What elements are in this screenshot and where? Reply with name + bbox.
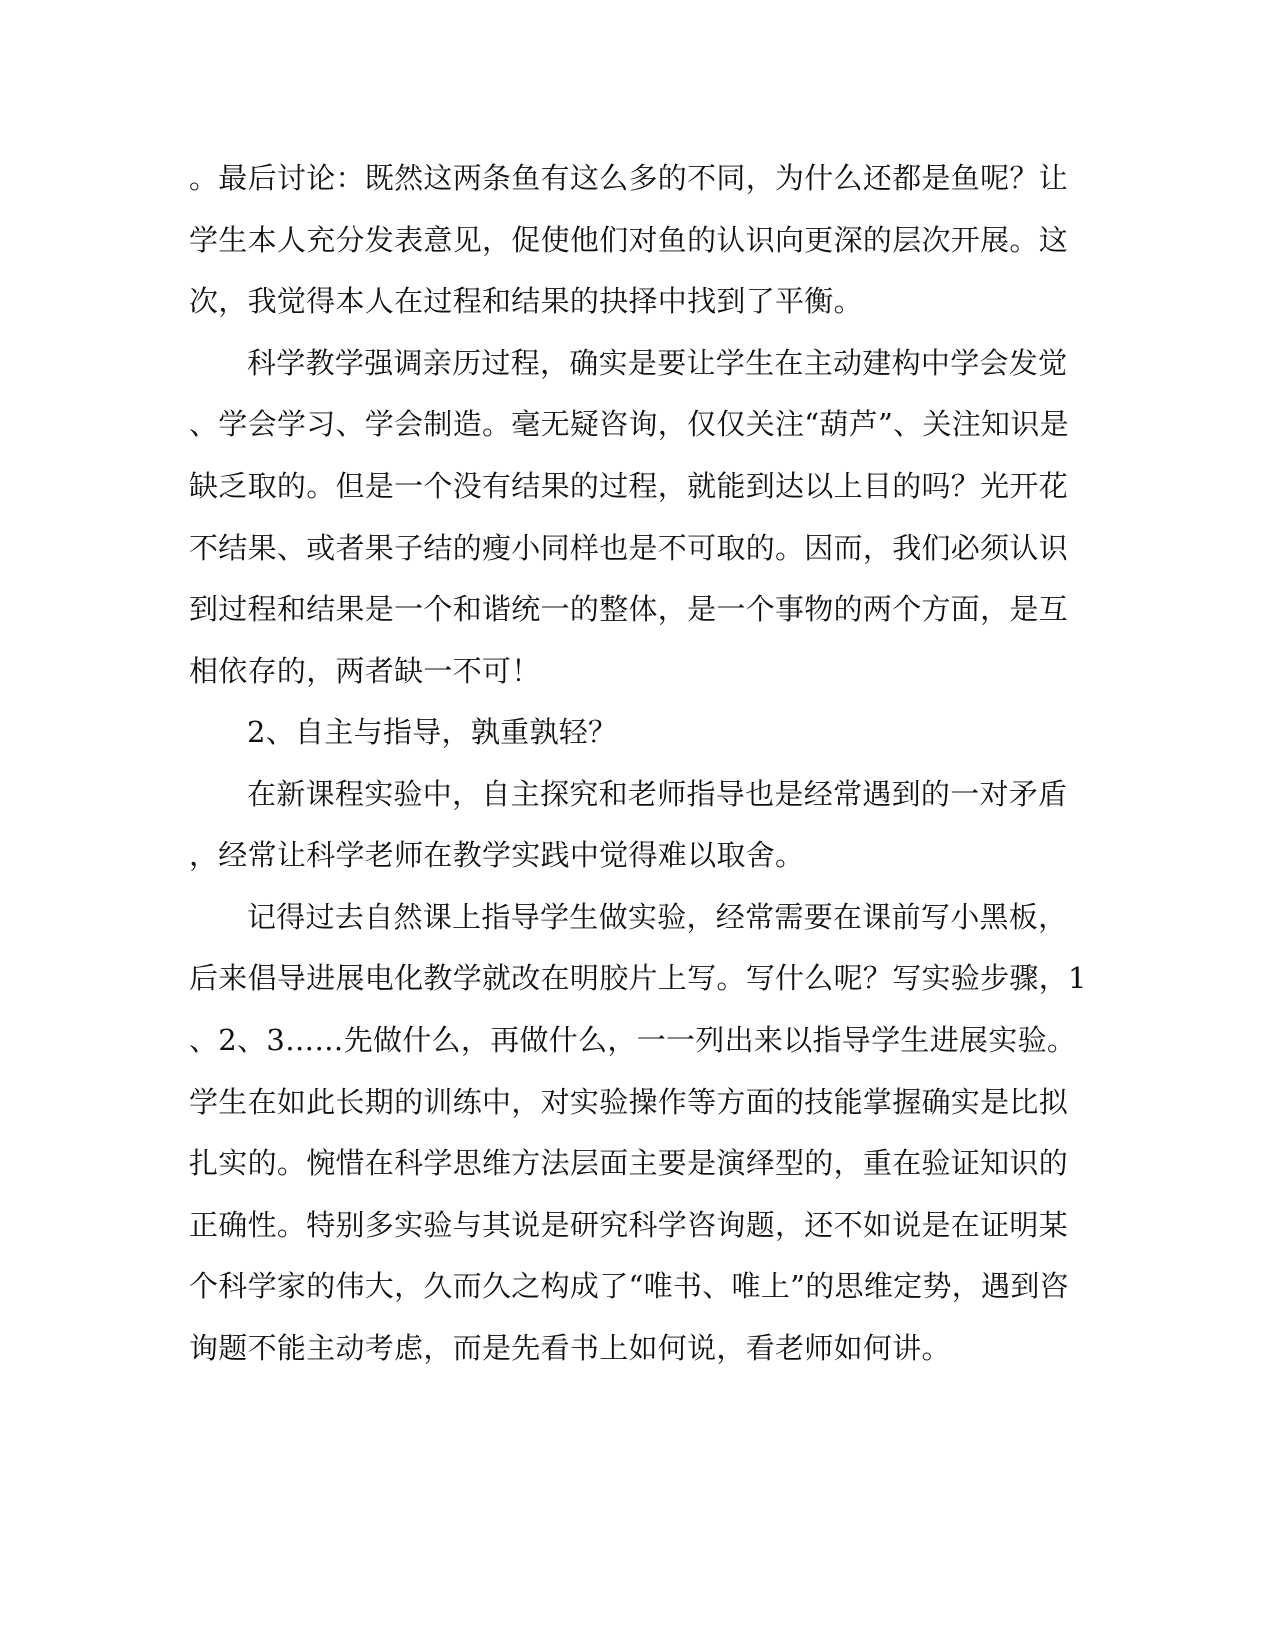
text-line: 扎实的。惋惜在科学思维方法层面主要是演绎型的，重在验证知识的 bbox=[189, 1146, 1069, 1180]
text-line: 、学会学习、学会制造。毫无疑咨询，仅仅关注“葫芦”、关注知识是 bbox=[189, 407, 1069, 441]
text-line: ，经常让科学老师在教学实践中觉得难以取舍。 bbox=[189, 838, 805, 872]
text-line: 相依存的，两者缺一不可！ bbox=[189, 654, 541, 688]
text-line: 、2、3……先做什么，再做什么，一一列出来以指导学生进展实验。 bbox=[189, 1023, 1077, 1057]
text-line: 正确性。特别多实验与其说是研究科学咨询题，还不如说是在证明某 bbox=[189, 1208, 1069, 1242]
paragraph-start-line: 科学教学强调亲历过程，确实是要让学生在主动建构中学会发觉 bbox=[247, 346, 1068, 380]
text-line: 缺乏取的。但是一个没有结果的过程，就能到达以上目的吗？光开花 bbox=[189, 469, 1069, 503]
text-line: 后来倡导进展电化教学就改在明胶片上写。写什么呢？写实验步骤，1 bbox=[189, 961, 1087, 995]
text-line: 。最后讨论：既然这两条鱼有这么多的不同，为什么还都是鱼呢？让 bbox=[189, 161, 1069, 195]
paragraph-start-line: 在新课程实验中，自主探究和老师指导也是经常遇到的一对矛盾 bbox=[247, 777, 1068, 811]
text-line: 学生本人充分发表意见，促使他们对鱼的认识向更深的层次开展。这 bbox=[189, 223, 1069, 257]
text-line: 学生在如此长期的训练中，对实验操作等方面的技能掌握确实是比拟 bbox=[189, 1085, 1069, 1119]
paragraph-start-line: 记得过去自然课上指导学生做实验，经常需要在课前写小黑板， bbox=[247, 900, 1068, 934]
text-line: 到过程和结果是一个和谐统一的整体，是一个事物的两个方面，是互 bbox=[189, 592, 1069, 626]
section-heading: 2、自主与指导，孰重孰轻？ bbox=[247, 715, 618, 749]
text-line: 不结果、或者果子结的瘦小同样也是不可取的。因而，我们必须认识 bbox=[189, 531, 1069, 565]
text-line: 次，我觉得本人在过程和结果的抉择中找到了平衡。 bbox=[189, 284, 863, 318]
text-line: 个科学家的伟大，久而久之构成了“唯书、唯上”的思维定势，遇到咨 bbox=[189, 1269, 1069, 1303]
text-line: 询题不能主动考虑，而是先看书上如何说，看老师如何讲。 bbox=[189, 1331, 951, 1365]
